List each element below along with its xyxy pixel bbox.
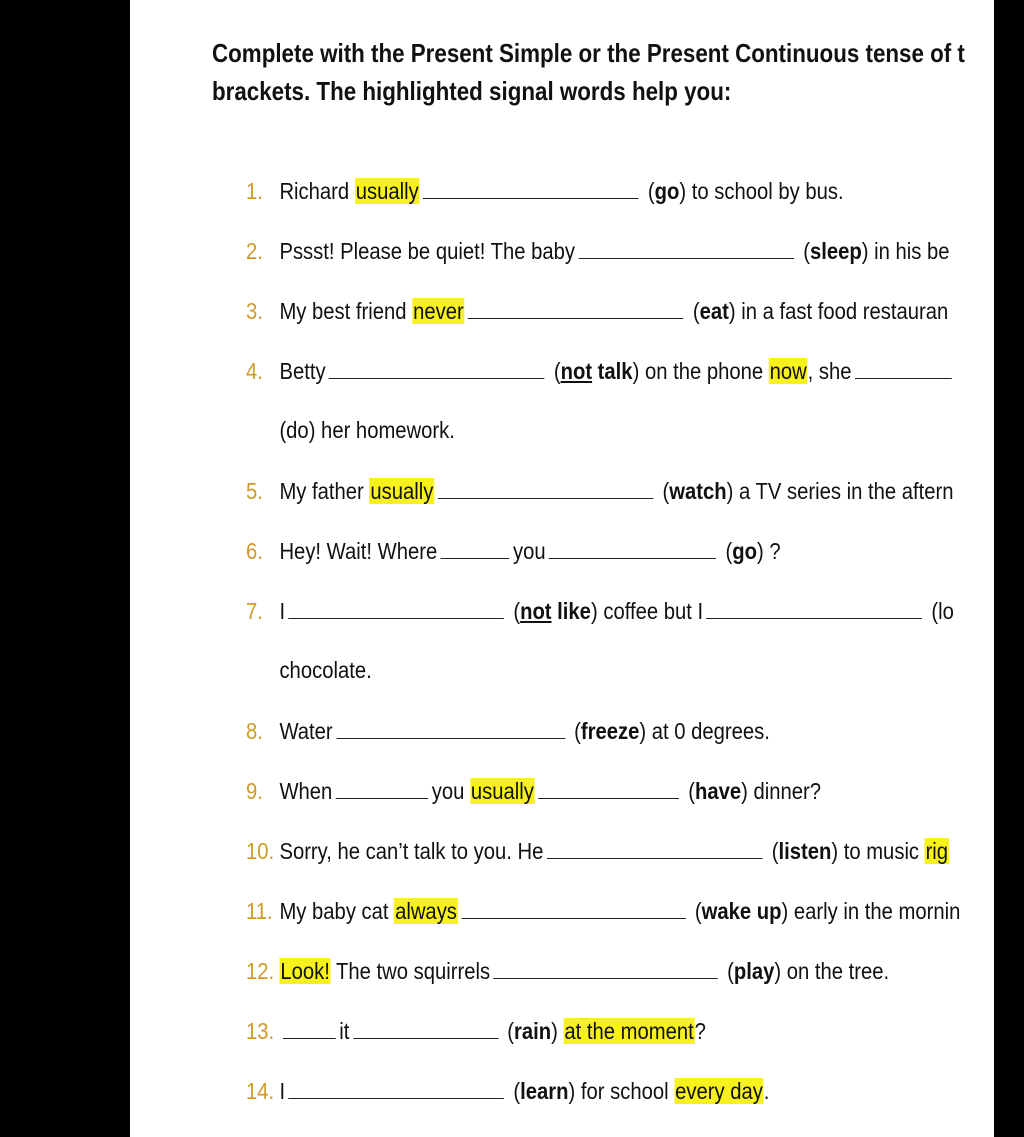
signal-word: at the moment	[564, 1018, 694, 1044]
item-number: 14.	[246, 1078, 275, 1104]
answer-blank[interactable]	[336, 772, 428, 799]
item-text: My baby cat	[279, 898, 395, 924]
verb-hint: go	[654, 178, 680, 204]
exercise-item: 12. Look! The two squirrels (play) on the tree.	[246, 952, 994, 988]
signal-word: always	[395, 898, 457, 924]
exercise-item: 11. My baby cat always (wake up) early in the mornin	[246, 892, 994, 928]
signal-word: rig	[925, 838, 949, 864]
answer-blank[interactable]	[289, 1072, 505, 1099]
item-text: (lo	[931, 598, 954, 624]
verb-hint: play	[733, 958, 775, 984]
item-number: 13.	[246, 1018, 275, 1044]
item-number: 9.	[246, 778, 263, 804]
answer-blank[interactable]	[549, 532, 716, 559]
exercise-item: 4. Betty (not talk) on the phone now, she	[246, 352, 994, 388]
item-text: in his be	[868, 238, 950, 264]
answer-blank[interactable]	[423, 172, 639, 199]
item-text: ?	[694, 1018, 706, 1044]
signal-word: every day	[675, 1078, 763, 1104]
exercise-item-continuation	[246, 652, 994, 688]
item-number: 6.	[246, 538, 263, 564]
item-text: My best friend	[279, 298, 413, 324]
item-text: chocolate.	[279, 657, 372, 683]
item-text: on the phone	[639, 358, 769, 384]
exercise-item: 3. My best friend never (eat) in a fast food restauran	[246, 292, 994, 328]
exercise-item: 2. Pssst! Please be quiet! The baby (sleep) in his be	[246, 232, 994, 268]
answer-blank[interactable]	[353, 1012, 498, 1039]
signal-word: never	[413, 298, 464, 324]
exercise-item: 9. When you usually (have) dinner?	[246, 772, 994, 808]
signal-word: usually	[470, 778, 534, 804]
item-text: My father	[279, 478, 370, 504]
item-text: at 0 degrees.	[646, 718, 770, 744]
item-text: Hey! Wait! Where	[279, 538, 438, 564]
negation-hint: not	[520, 598, 552, 624]
item-text: for school	[575, 1078, 675, 1104]
verb-hint: go	[732, 538, 757, 564]
verb-hint: sleep	[809, 238, 862, 264]
item-number: 8.	[246, 718, 263, 744]
verb-hint: rain	[514, 1018, 552, 1044]
item-number: 4.	[246, 358, 263, 384]
verb-hint: like	[551, 598, 591, 624]
item-text: on the tree.	[781, 958, 890, 984]
worksheet-page	[130, 0, 994, 1137]
answer-blank[interactable]	[336, 712, 565, 739]
item-text: Richard	[279, 178, 355, 204]
exercise-item: 7. I (not like) coffee but I (lo	[246, 592, 994, 628]
verb-hint: freeze	[580, 718, 640, 744]
item-text: Water	[279, 718, 333, 744]
item-number: 3.	[246, 298, 263, 324]
item-text: Pssst! Please be quiet! The baby	[279, 238, 575, 264]
item-text: to school by bus.	[686, 178, 844, 204]
item-number: 7.	[246, 598, 263, 624]
verb-hint: wake up	[701, 898, 782, 924]
answer-blank[interactable]	[494, 952, 718, 979]
verb-hint: talk	[592, 358, 633, 384]
exercise-item: 8. Water (freeze) at 0 degrees.	[246, 712, 994, 748]
item-number: 10.	[246, 838, 275, 864]
item-text: , she	[807, 358, 852, 384]
answer-blank[interactable]	[538, 772, 679, 799]
item-text: Sorry, he can’t talk to you. He	[279, 838, 544, 864]
verb-hint: listen	[778, 838, 832, 864]
verb-hint: eat	[699, 298, 729, 324]
item-text: ?	[763, 538, 781, 564]
item-text: you	[431, 778, 471, 804]
item-number: 11.	[246, 898, 273, 924]
verb-hint: learn	[520, 1078, 569, 1104]
item-number: 12.	[246, 958, 275, 984]
answer-blank[interactable]	[461, 892, 685, 919]
instructions-line-1: Complete with the Present Simple or the Present Continuous tense of t	[212, 38, 965, 68]
verb-hint: watch	[669, 478, 727, 504]
item-text: (do) her homework.	[279, 417, 455, 443]
answer-blank[interactable]	[283, 1012, 336, 1039]
item-text: coffee but I	[597, 598, 704, 624]
exercise-item: 10. Sorry, he can’t talk to you. He (listen) to music rig	[246, 832, 994, 868]
item-number: 5.	[246, 478, 263, 504]
exercise-item: 14. I (learn) for school every day.	[246, 1072, 994, 1108]
instructions	[212, 34, 986, 110]
verb-hint: have	[695, 778, 742, 804]
exercise-item: 13. it (rain) at the moment?	[246, 1012, 994, 1048]
item-text: a TV series in the aftern	[733, 478, 954, 504]
exercise-item: 6. Hey! Wait! Where you (go) ?	[246, 532, 994, 568]
item-text: it	[339, 1018, 350, 1044]
item-text: Betty	[279, 358, 326, 384]
answer-blank[interactable]	[289, 592, 505, 619]
instructions-line-2: brackets. The highlighted signal words help you:	[212, 76, 732, 106]
item-number: 1.	[246, 178, 263, 204]
exercise-item: 1. Richard usually (go) to school by bus.	[246, 172, 994, 208]
signal-word: usually	[370, 478, 434, 504]
answer-blank[interactable]	[441, 532, 510, 559]
negation-hint: not	[560, 358, 593, 384]
item-text: The two squirrels	[330, 958, 491, 984]
item-text: in a fast food restauran	[735, 298, 949, 324]
signal-word: usually	[355, 178, 419, 204]
signal-word: now	[769, 358, 807, 384]
item-text: dinner?	[747, 778, 822, 804]
item-text: When	[279, 778, 333, 804]
answer-blank[interactable]	[855, 352, 952, 379]
exercise-item: 5. My father usually (watch) a TV series in the aftern	[246, 472, 994, 508]
item-text: to music	[838, 838, 925, 864]
answer-blank[interactable]	[329, 352, 545, 379]
answer-blank[interactable]	[438, 472, 654, 499]
answer-blank[interactable]	[579, 232, 795, 259]
signal-word: Look!	[280, 958, 330, 984]
item-text: I	[279, 598, 286, 624]
item-text: early in the mornin	[788, 898, 961, 924]
item-text: you	[512, 538, 546, 564]
item-text: I	[279, 1078, 286, 1104]
item-text: .	[763, 1078, 770, 1104]
exercise-item-continuation	[246, 412, 994, 448]
answer-blank[interactable]	[547, 832, 763, 859]
item-number: 2.	[246, 238, 263, 264]
answer-blank[interactable]	[707, 592, 923, 619]
answer-blank[interactable]	[468, 292, 684, 319]
